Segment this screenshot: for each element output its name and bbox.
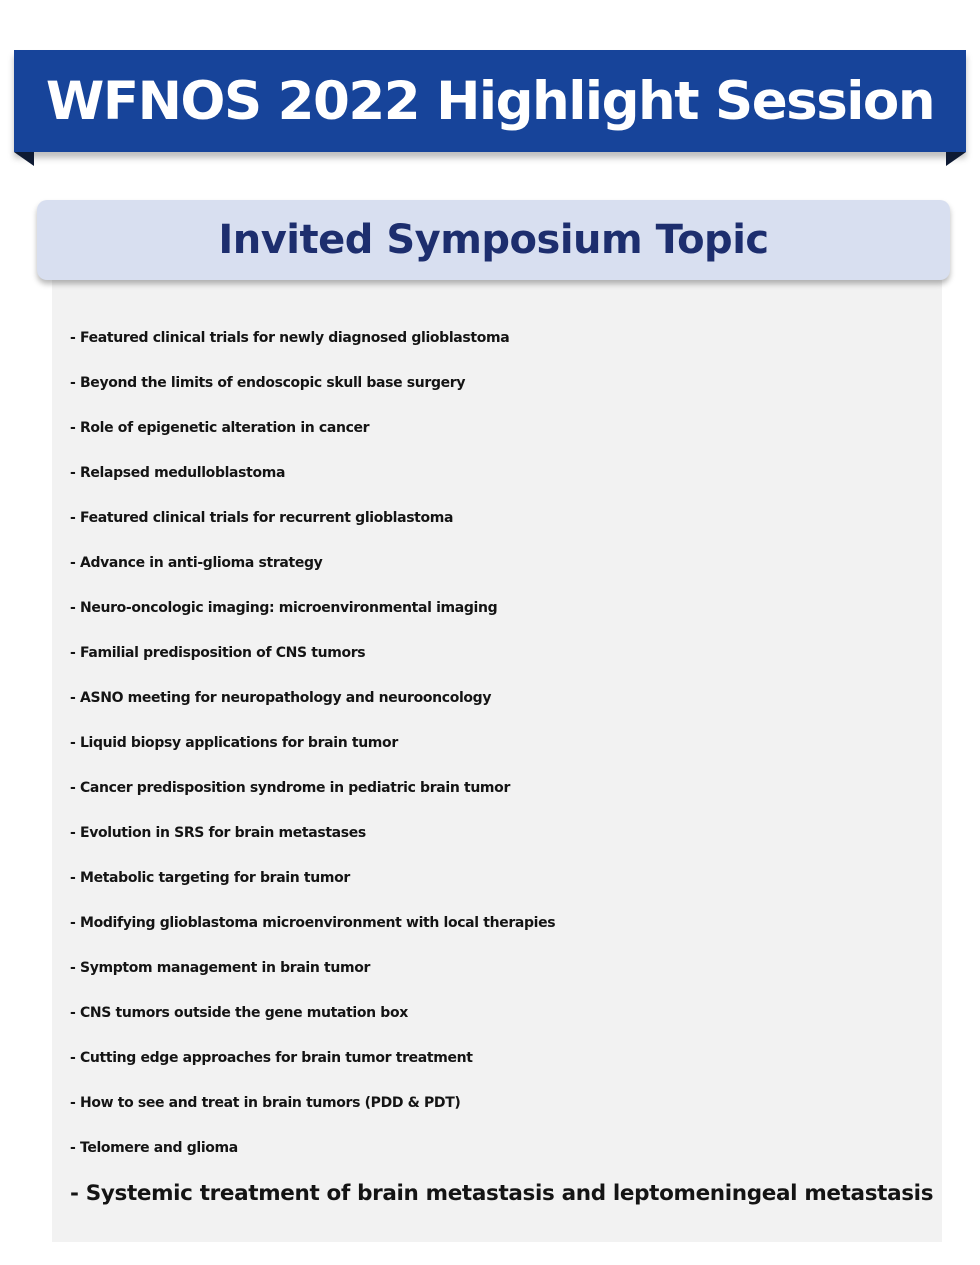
- list-item: - Telomere and glioma: [70, 1140, 238, 1156]
- section-header: [37, 200, 950, 280]
- page-title: WFNOS 2022 Highlight Session: [45, 70, 935, 132]
- list-item: - Cancer predisposition syndrome in pediatric brain tumor: [70, 780, 510, 796]
- list-item: - Featured clinical trials for recurrent glioblastoma: [70, 510, 454, 526]
- banner-fold-left: [14, 152, 34, 166]
- list-item: - How to see and treat in brain tumors (PDD & PDT): [70, 1095, 461, 1111]
- list-item: - Systemic treatment of brain metastasis and leptomeningeal metastasis: [70, 1181, 934, 1206]
- list-item: - Featured clinical trials for newly diagnosed glioblastoma: [70, 330, 510, 346]
- list-item: - Liquid biopsy applications for brain tumor: [70, 735, 398, 751]
- list-item: - Role of epigenetic alteration in cancer: [70, 420, 370, 436]
- banner-fold-right: [946, 152, 966, 166]
- list-item: - Advance in anti-glioma strategy: [70, 555, 323, 571]
- title-banner: [14, 50, 966, 152]
- list-item: - CNS tumors outside the gene mutation box: [70, 1005, 408, 1021]
- list-item: - Evolution in SRS for brain metastases: [70, 825, 366, 841]
- list-item: - Modifying glioblastoma microenvironment with local therapies: [70, 915, 556, 931]
- list-item: - Relapsed medulloblastoma: [70, 465, 286, 481]
- list-item: - Symptom management in brain tumor: [70, 960, 371, 976]
- section-title: Invited Symposium Topic: [218, 217, 769, 263]
- list-item: - Neuro-oncologic imaging: microenvironmental imaging: [70, 600, 498, 616]
- topic-list: [70, 316, 933, 1216]
- list-item: - ASNO meeting for neuropathology and neurooncology: [70, 690, 492, 706]
- list-item: - Metabolic targeting for brain tumor: [70, 870, 350, 886]
- list-item: - Cutting edge approaches for brain tumor treatment: [70, 1050, 473, 1066]
- list-item: - Familial predisposition of CNS tumors: [70, 645, 366, 661]
- list-item: - Beyond the limits of endoscopic skull base surgery: [70, 375, 466, 391]
